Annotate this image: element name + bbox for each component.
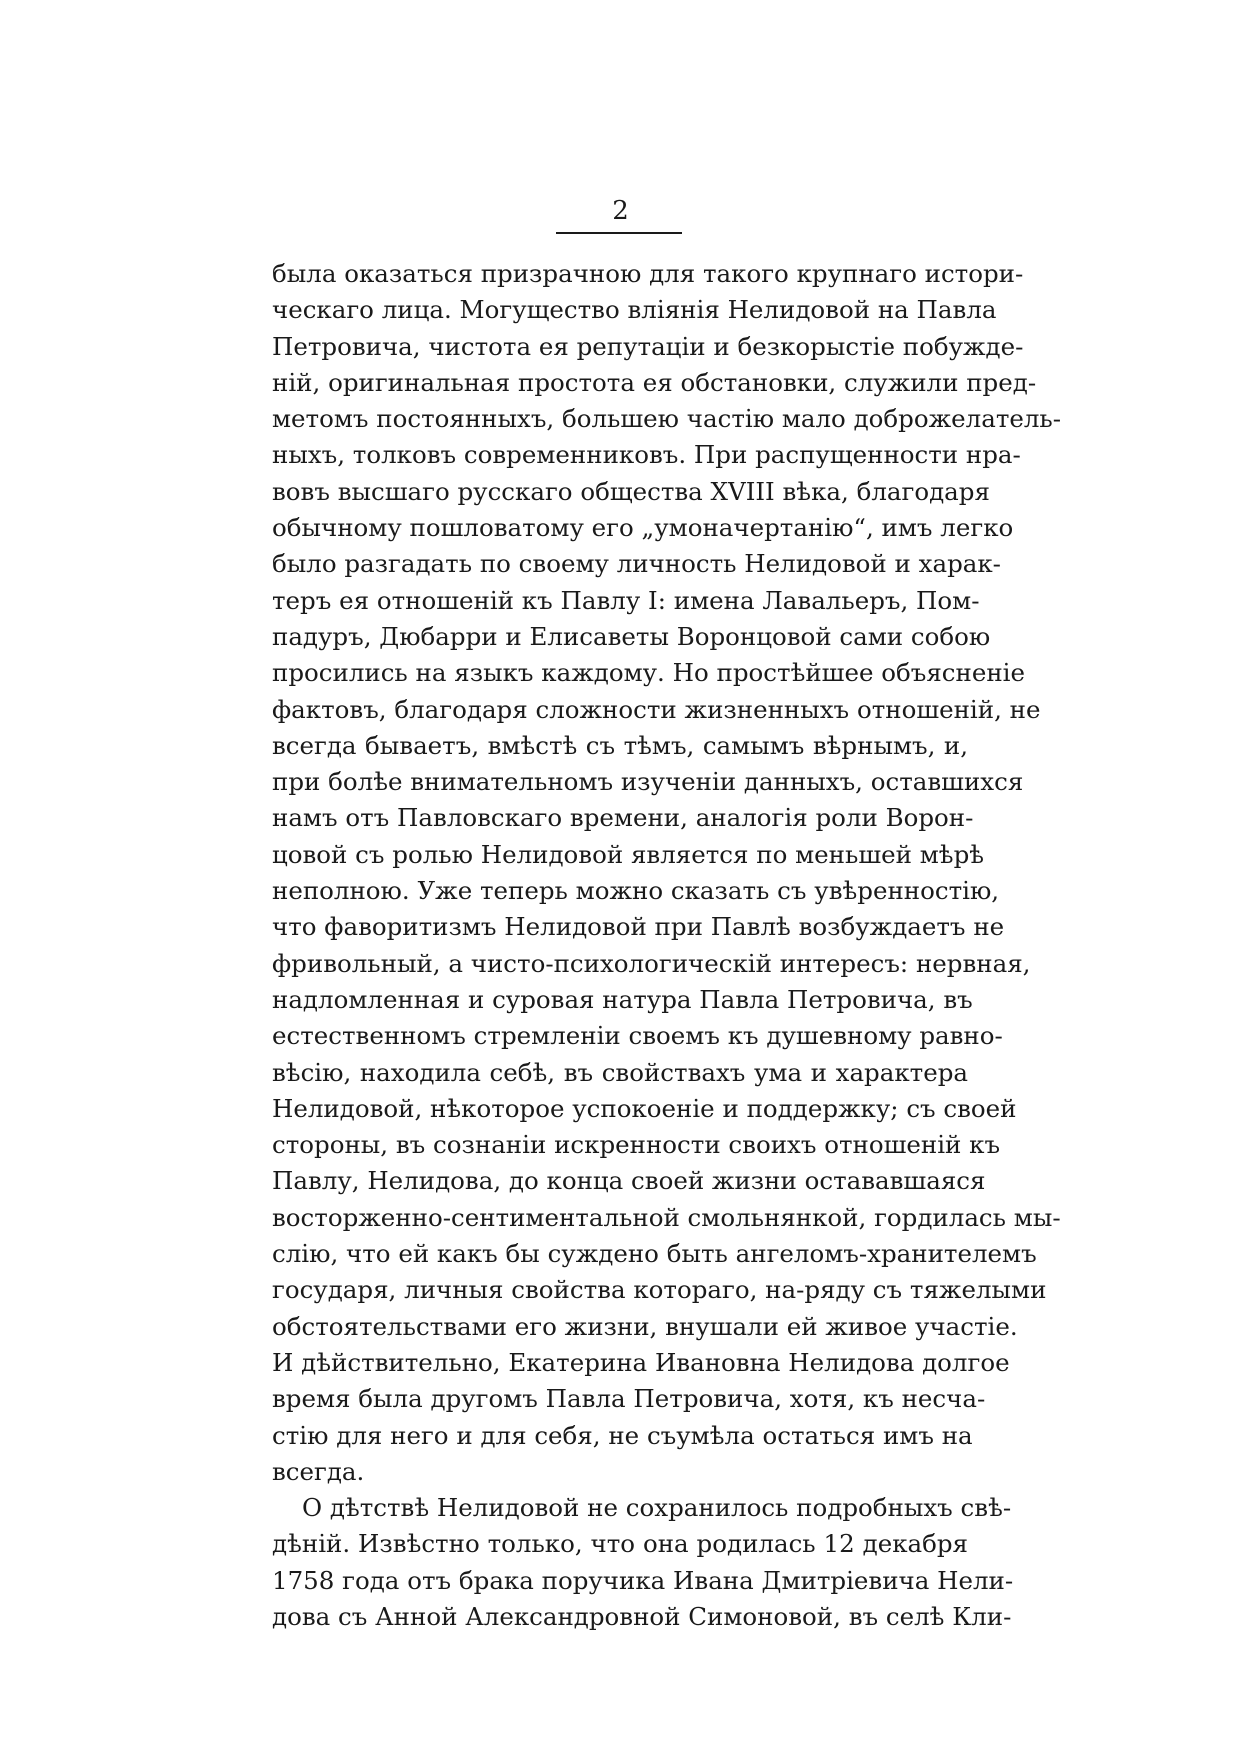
text-line: намъ отъ Павловскаго времени, аналогiя роли Ворон- (272, 803, 974, 833)
text-line: была оказаться призрачною для такого крупнаго истори- (272, 259, 1024, 288)
text-line: неполною. Уже теперь можно сказать съ увѣренностiю, (272, 876, 1000, 906)
text-line: нiй, оригинальная простота ея обстановки, служили пред- (272, 367, 1037, 397)
text-line: теръ ея отношенiй къ Павлу I: имена Лавальеръ, Пом- (272, 585, 980, 615)
text-line: ческаго лица. Могущество влiянiя Нелидовой на Павла (272, 295, 997, 325)
text-line: цовой съ ролью Нелидовой является по меньшей мѣрѣ (272, 839, 985, 869)
page-number: 2 (612, 196, 629, 226)
text-line: О дѣтствѣ Нелидовой не сохранилось подробныхъ свѣ- (302, 1493, 1012, 1523)
text-line: фактовъ, благодаря сложности жизненныхъ отношенiй, не (272, 694, 1041, 724)
text-line: 1758 года отъ брака поручика Ивана Дмитрiевича Нели- (272, 1565, 1014, 1595)
text-line: всегда. (272, 1456, 365, 1486)
text-line: надломленная и суровая натура Павла Петровича, въ (272, 984, 973, 1014)
text-line: метомъ постоянныхъ, большею частiю мало доброжелатель- (272, 404, 1062, 434)
text-line: при болѣе внимательномъ изученiи данныхъ, оставшихся (272, 767, 1024, 797)
text-line: дова съ Анной Александровной Симоновой, въ селѣ Кли- (272, 1601, 1012, 1631)
text-line: слiю, что ей какъ бы суждено быть ангеломъ-хранителемъ (272, 1239, 1037, 1269)
text-line: вовъ высшаго русскаго общества XVIII вѣка, благодаря (272, 476, 990, 506)
text-line: ныхъ, толковъ современниковъ. При распущенности нра- (272, 440, 1021, 470)
text-line: время была другомъ Павла Петровича, хотя, къ несча- (272, 1384, 986, 1414)
text-line: Нелидовой, нѣкоторое успокоенiе и поддержку; съ своей (272, 1093, 1017, 1123)
text-line: И дѣйствительно, Екатерина Ивановна Нелидова долгое (272, 1347, 1010, 1377)
text-line: стороны, въ сознанiи искренности своихъ отношенiй къ (272, 1130, 1001, 1160)
text-line: просились на языкъ каждому. Но простѣйшее объясненiе (272, 658, 1025, 688)
text-line: фривольный, а чисто-психологическiй интересъ: нервная, (272, 948, 1031, 978)
text-line: обычному пошловатому его „умоначертанiю“, имъ легко (272, 513, 1014, 543)
header-rule (556, 232, 682, 234)
text-line: Павлу, Нелидова, до конца своей жизни остававшаяся (272, 1166, 986, 1196)
text-line: обстоятельствами его жизни, внушали ей живое участiе. (272, 1311, 1018, 1341)
text-line: было разгадать по своему личность Нелидовой и харак- (272, 549, 1001, 579)
body-text (272, 256, 1062, 1635)
text-line: что фаворитизмъ Нелидовой при Павлѣ возбуждаетъ не (272, 912, 1005, 942)
text-line: Петровича, чистота ея репутацiи и безкорыстiе побужде- (272, 331, 1024, 361)
text-line: стiю для него и для себя, не съумѣла остаться имъ на (272, 1420, 973, 1450)
text-line: восторженно-сентиментальной смольнянкой, гордилась мы- (272, 1202, 1061, 1232)
text-line: государя, личныя свойства котораго, на-ряду съ тяжелыми (272, 1275, 1047, 1305)
text-line: вѣсiю, находила себѣ, въ свойствахъ ума и характера (272, 1057, 968, 1087)
text-line: дѣнiй. Извѣстно только, что она родилась 12 декабря (272, 1529, 968, 1559)
text-line: падуръ, Дюбарри и Елисаветы Воронцовой сами собою (272, 621, 991, 651)
text-line: всегда бываетъ, вмѣстѣ съ тѣмъ, самымъ вѣрнымъ, и, (272, 730, 968, 760)
text-line: естественномъ стремленiи своемъ къ душевному равно- (272, 1021, 1003, 1051)
